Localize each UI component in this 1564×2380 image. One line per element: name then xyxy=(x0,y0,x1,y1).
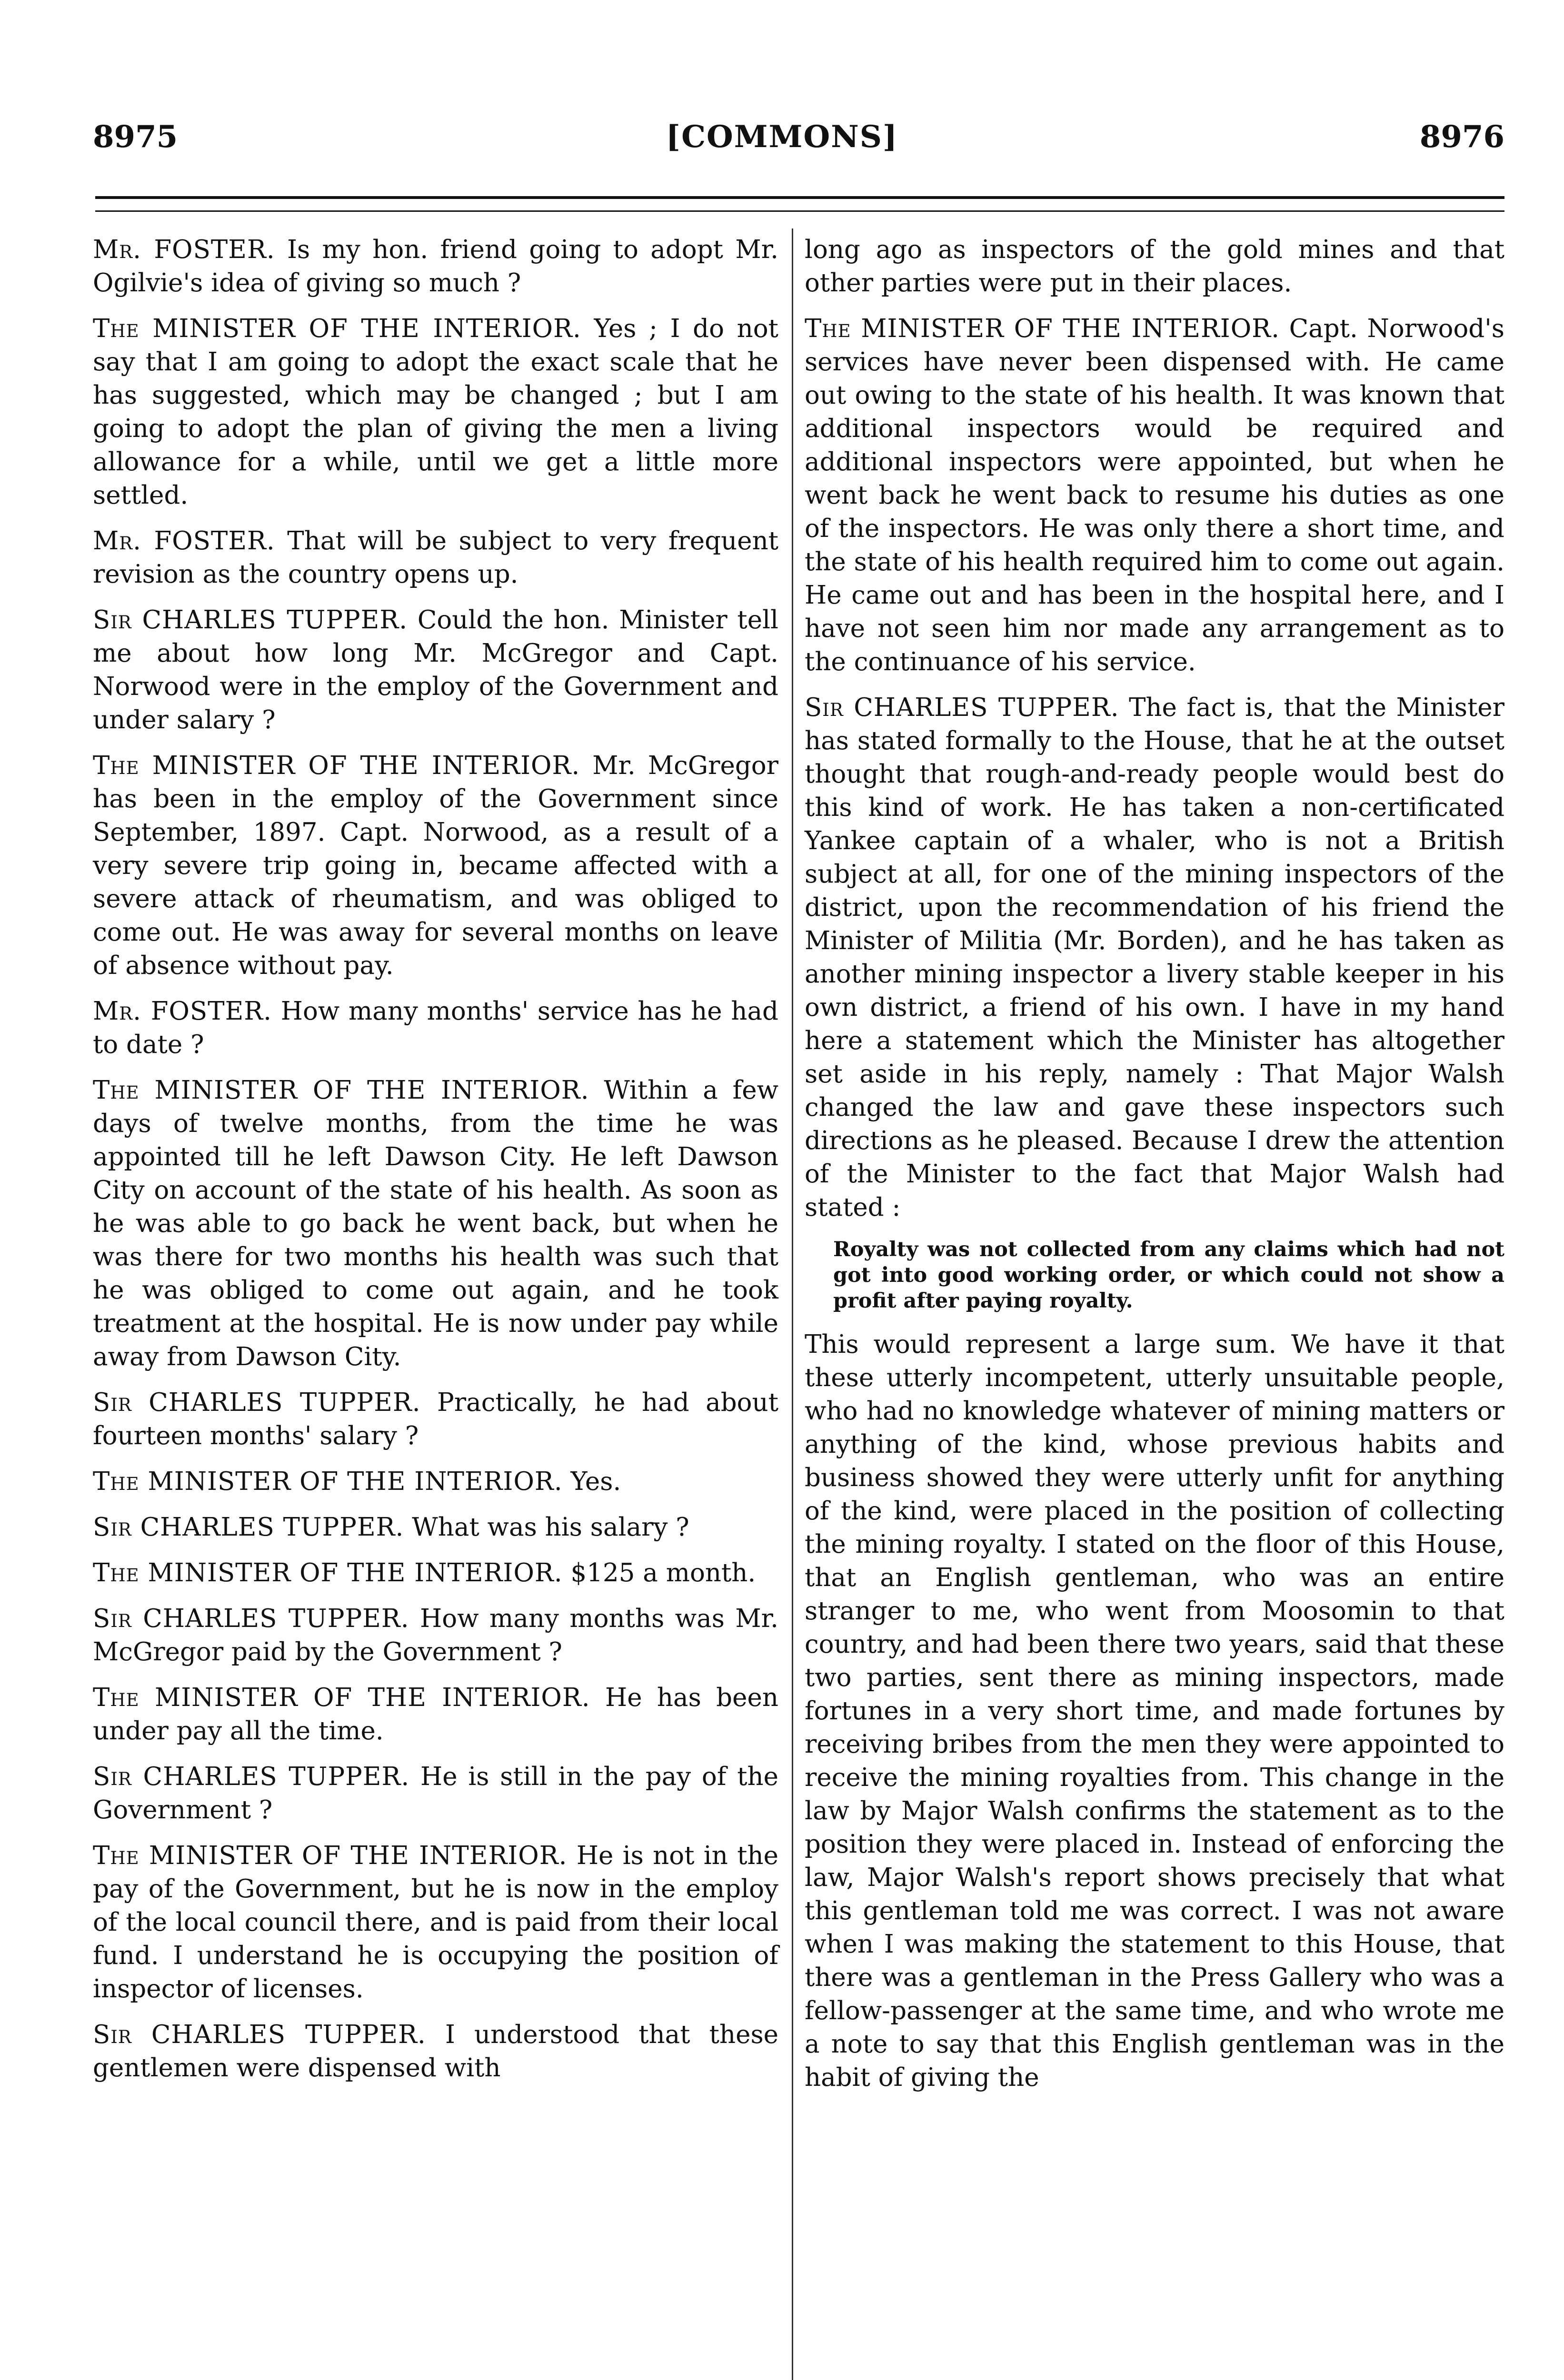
paragraph-text: How many months was Mr. McGregor paid by the Government ? xyxy=(93,1604,778,1666)
paragraph xyxy=(93,233,778,300)
paragraph xyxy=(93,749,778,982)
right-column xyxy=(805,233,1504,2107)
paragraph-text: Is my hon. friend going to adopt Mr. Ogilvie's idea of giving so much ? xyxy=(93,235,778,298)
speaker-name: Sir CHARLES TUPPER. xyxy=(93,2020,426,2049)
speaker-name: Mr. FOSTER. xyxy=(93,526,275,555)
right-column-paragraphs xyxy=(805,233,1504,1224)
paragraph xyxy=(93,2018,778,2085)
paragraph xyxy=(805,233,1504,300)
paragraph-text: How many months' service has he had to date ? xyxy=(93,997,778,1059)
paragraph xyxy=(805,312,1504,679)
speaker-name: Sir CHARLES TUPPER. xyxy=(93,1762,410,1791)
paragraph-text: Capt. Norwood's services have never been dispensed with. He came out owing to the state of his health. It was known that additional inspectors would be required and additional inspectors were appointed, but when he went back he went back to resume his duties as one of the inspectors. He was only there a short time, and the state of his health required him to come out again. He came out and has been in the hospital here, and I have not seen him nor made any arrangement as to the continuance of his service. xyxy=(805,314,1504,676)
paragraph xyxy=(93,1557,778,1590)
speaker-name: Sir CHARLES TUPPER. xyxy=(805,693,1119,722)
speaker-name: Sir CHARLES TUPPER. xyxy=(93,1513,404,1542)
block-quote: Royalty was not collected from any claims which had not got into good working order, or which could not show a profit after paying royalty. xyxy=(833,1238,1504,1313)
speaker-name: The MINISTER OF THE INTERIOR. xyxy=(93,1841,568,1870)
speaker-name: Mr. FOSTER. xyxy=(93,235,275,264)
paragraph xyxy=(93,1465,778,1498)
paragraph-text: What was his salary ? xyxy=(412,1513,689,1542)
paragraph xyxy=(93,1386,778,1453)
paragraph xyxy=(93,525,778,591)
speaker-name: The MINISTER OF THE INTERIOR. xyxy=(93,1683,590,1712)
speaker-name: The MINISTER OF THE INTERIOR. xyxy=(93,314,581,343)
speaker-name: Sir CHARLES TUPPER. xyxy=(93,605,408,635)
paragraph xyxy=(93,1074,778,1374)
right-page-number: 8976 xyxy=(1419,119,1504,155)
paragraph xyxy=(93,1602,778,1669)
speaker-name: The MINISTER OF THE INTERIOR. xyxy=(93,1076,589,1105)
paragraph xyxy=(93,1511,778,1544)
paragraph xyxy=(93,604,778,737)
column-divider xyxy=(792,228,793,2380)
left-page-number: 8975 xyxy=(93,119,178,155)
paragraph-text: long ago as inspectors of the gold mines and that other parties were put in their places. xyxy=(805,235,1504,298)
paragraph-text: Practically, he had about fourteen months' salary ? xyxy=(93,1388,778,1450)
speaker-name: The MINISTER OF THE INTERIOR. xyxy=(93,1558,563,1587)
speaker-name: Sir CHARLES TUPPER. xyxy=(93,1604,409,1633)
paragraph-text: Yes ; I do not say that I am going to adopt the exact scale that he has suggested, which may be changed ; but I am going to adopt the plan of giving the men a living allowance for a while, until we get a little more settled. xyxy=(93,314,778,510)
speaker-name: Sir CHARLES TUPPER. xyxy=(93,1388,421,1417)
paragraph xyxy=(93,1839,778,2006)
speaker-name: The MINISTER OF THE INTERIOR. xyxy=(93,751,580,780)
header-rule-thin xyxy=(95,210,1504,212)
paragraph-text: He is not in the pay of the Government, but he is now in the employ of the local council there, and is paid from their local fund. I understand he is occupying the position of inspector of licenses. xyxy=(93,1841,778,2003)
paragraph xyxy=(93,1760,778,1827)
paragraph xyxy=(93,1681,778,1748)
speaker-name: The MINISTER OF THE INTERIOR. xyxy=(805,314,1280,343)
paragraph xyxy=(93,995,778,1061)
paragraph-text: $125 a month. xyxy=(570,1558,756,1587)
paragraph-text: Could the hon. Minister tell me about how long Mr. McGregor and Capt. Norwood were in the employ of the Government and under salary ? xyxy=(93,605,778,734)
paragraph-text: That will be subject to very frequent revision as the country opens up. xyxy=(93,526,778,589)
left-column xyxy=(93,233,778,2097)
paragraph-text: Mr. McGregor has been in the employ of the Government since September, 1897. Capt. Norwood, as a result of a very severe trip going in, became affected with a severe attack of rheumatism, and was obliged to come out. He was away for several months on leave of absence without pay. xyxy=(93,751,778,980)
paragraph-text: Yes. xyxy=(570,1467,621,1496)
paragraph-text: Within a few days of twelve months, from the time he was appointed till he left Dawson City. He left Dawson City on account of the state of his health. As soon as he was able to go back he went back, but when he was there for two months his health was such that he was obliged to come out again, and he took treatment at the hospital. He is now under pay while away from Dawson City. xyxy=(93,1076,778,1371)
chamber-heading: [COMMONS] xyxy=(666,119,898,155)
paragraph-text: He has been under pay all the time. xyxy=(93,1683,778,1745)
paragraph-text: He is still in the pay of the Government ? xyxy=(93,1762,779,1825)
paragraph xyxy=(805,691,1504,1224)
paragraph-text: I understood that these gentlemen were dispensed with xyxy=(93,2020,779,2082)
paragraph xyxy=(93,312,778,512)
header-rule-thick xyxy=(95,196,1504,199)
speaker-name: Mr. FOSTER. xyxy=(93,997,272,1026)
paragraph: This would represent a large sum. We have it that these utterly incompetent, utterly unsuitable people, who had no knowledge whatever of mining matters or anything of the kind, whose previous habits and business showed they were utterly unfit for anything of the kind, were placed in the position of collecting the mining royalty. I stated on the floor of this House, that an English gentleman, who was an entire stranger to me, who went from Moosomin to that country, and had been there two years, said that these two parties, sent there as mining inspectors, made fortunes in a very short time, and made fortunes by receiving bribes from the men they were appointed to receive the mining royalties from. This change in the law by Major Walsh confirms the statement as to the position they were placed in. Instead of enforcing the law, Major Walsh's report shows precisely that what this gentleman told me was correct. I was not aware when I was making the statement to this House, that there was a gentleman in the Press Gallery who was a fellow-passenger at the same time, and who wrote me a note to say that this English gentleman was in the habit of giving the xyxy=(805,1330,1504,2092)
page-header xyxy=(0,119,1564,157)
paragraph-text: The fact is, that the Minister has stated formally to the House, that he at the outset thought that rough-and-ready people would best do this kind of work. He has taken a non-certificated Yankee captain of a whaler, who is not a British subject at all, for one of the mining inspectors of the district, upon the recommendation of his friend the Minister of Militia (Mr. Borden), and he has taken as another mining inspector a livery stable keeper in his own district, a friend of his own. I have in my hand here a statement which the Minister has altogether set aside in his reply, namely : That Major Walsh changed the law and gave these inspectors such directions as he pleased. Because I drew the attention of the Minister to the fact that Major Walsh had stated : xyxy=(805,693,1504,1222)
speaker-name: The MINISTER OF THE INTERIOR. xyxy=(93,1467,563,1496)
